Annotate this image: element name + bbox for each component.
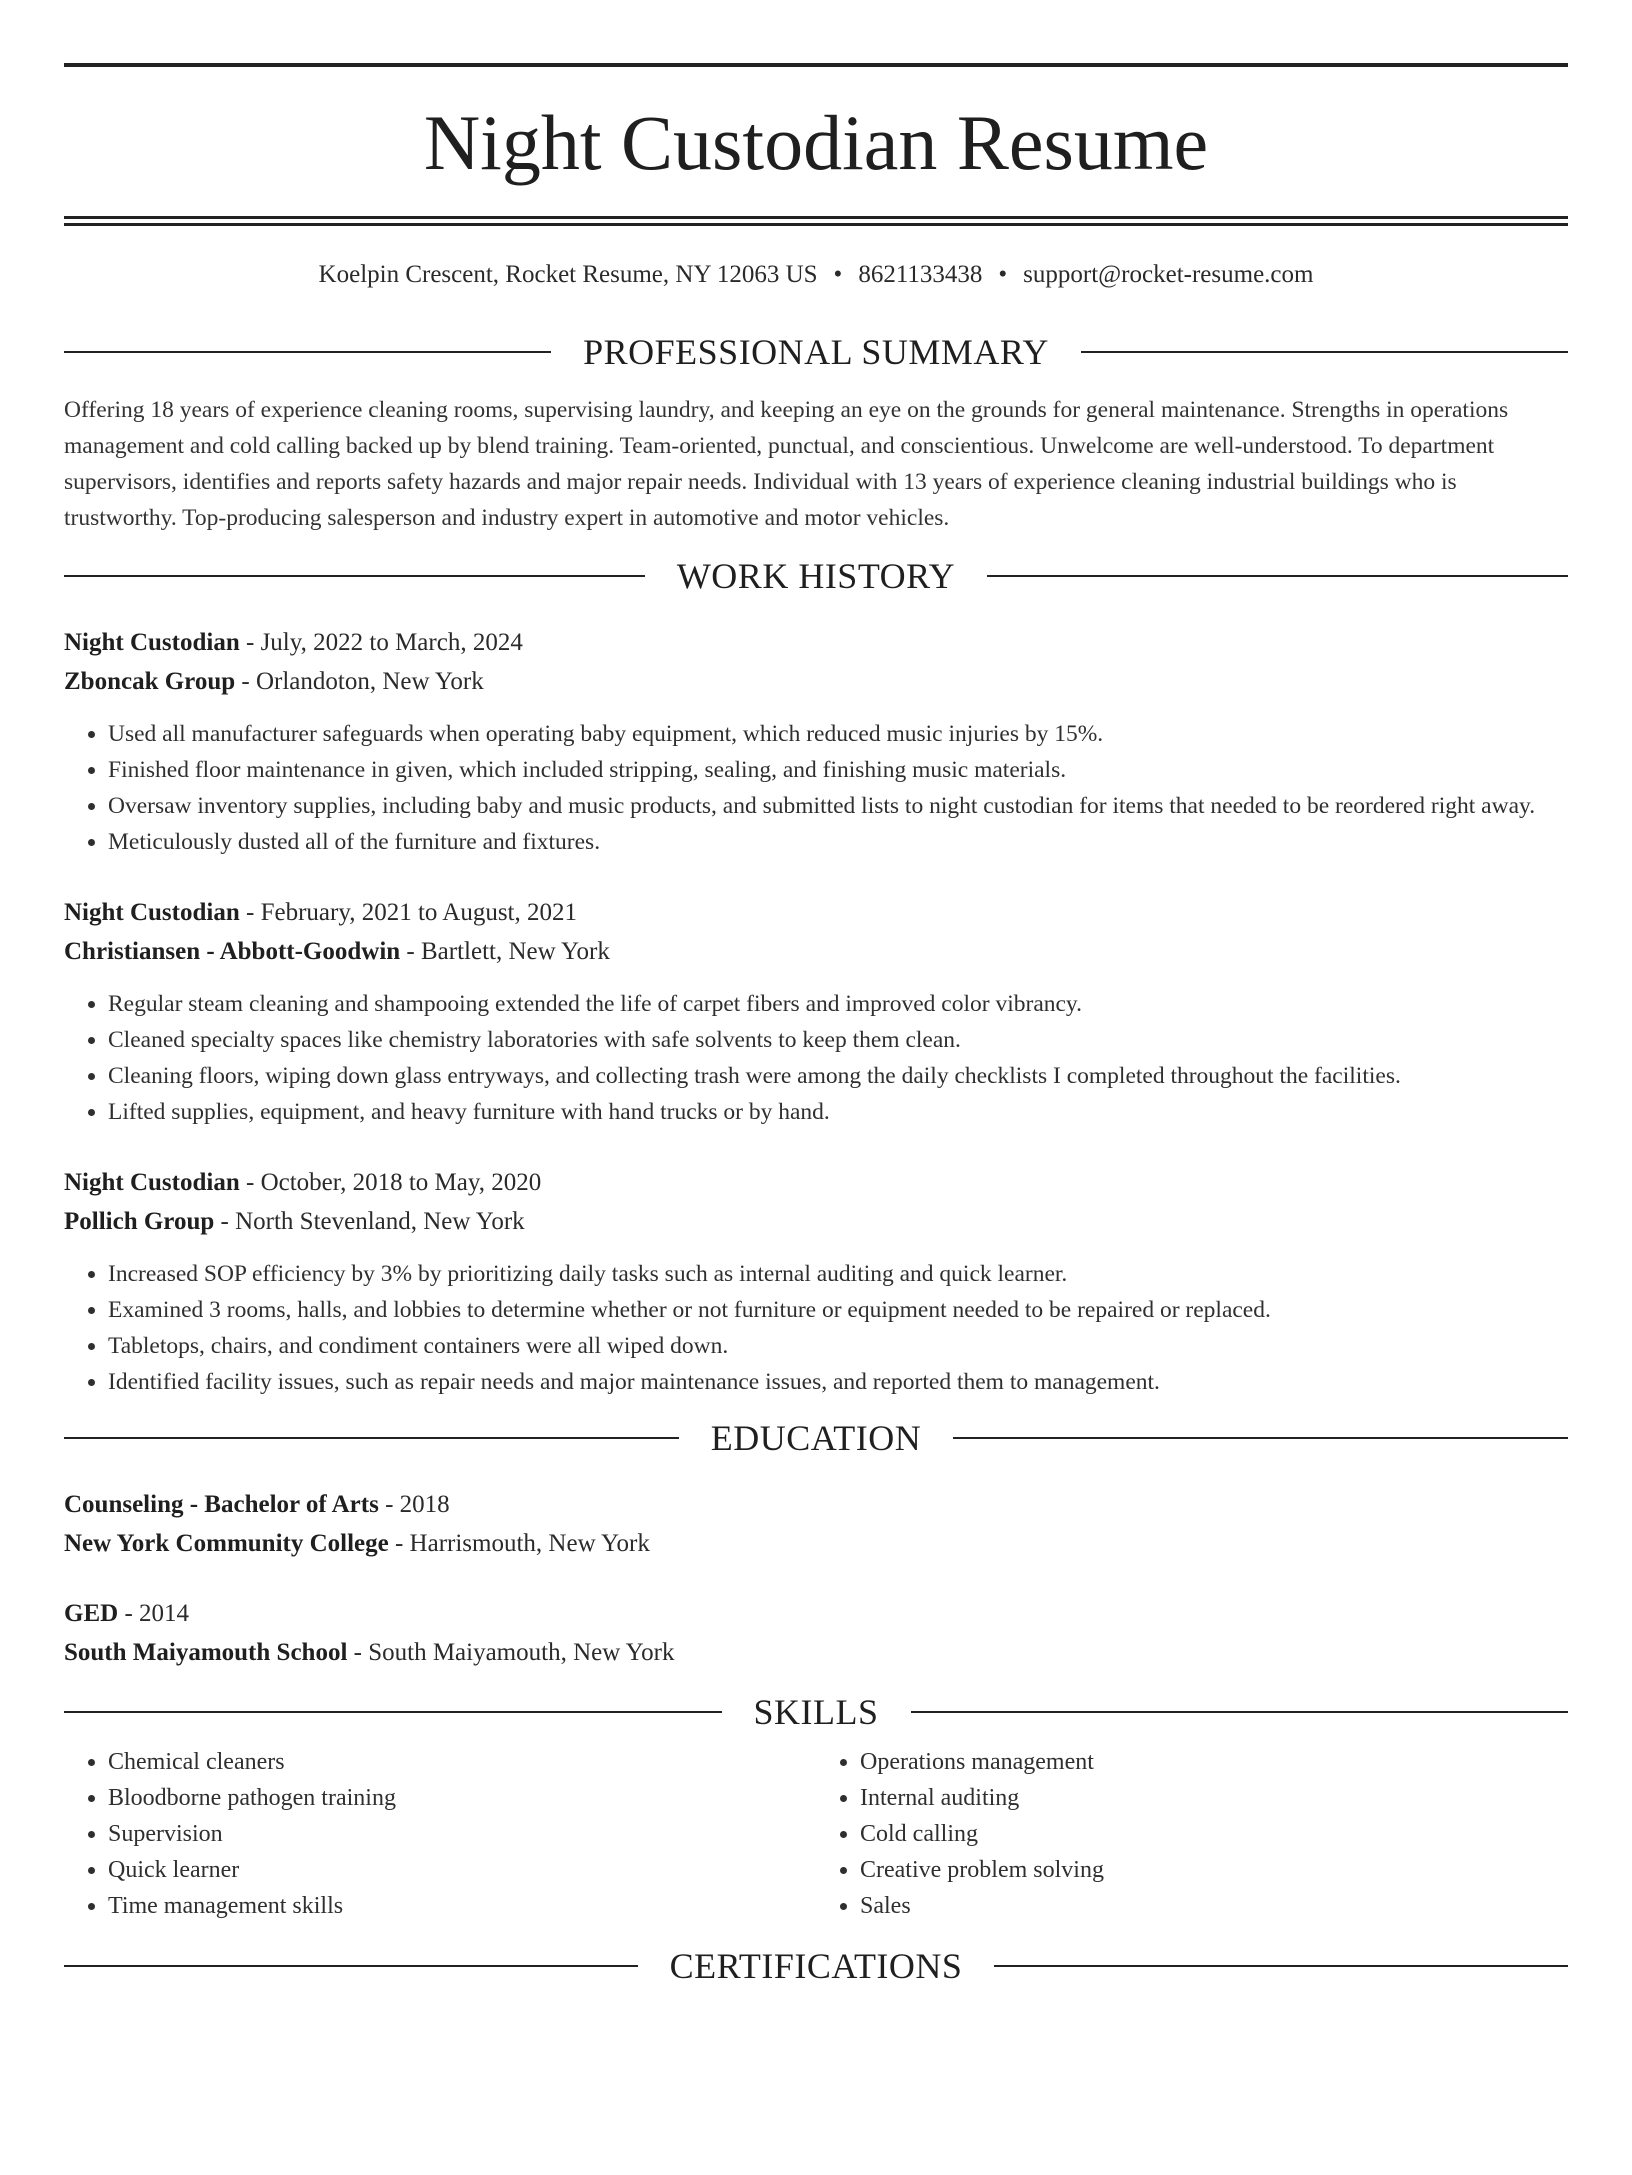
job-location: - North Stevenland, New York (214, 1208, 525, 1235)
section-title: SKILLS (753, 1692, 879, 1732)
job-bullet: • Regular steam cleaning and shampooing extended the life of carpet fibers and improved color vibrancy. (108, 986, 1568, 1022)
job-bullet: • Cleaning floors, wiping down glass entryways, and collecting trash were among the daily checklists I completed throughout the facilities. (108, 1058, 1568, 1094)
contact-phone: 8621133438 (858, 261, 983, 288)
education-entry (64, 1594, 1568, 1672)
school: New York Community College (64, 1530, 389, 1557)
job-bullet: • Finished floor maintenance in given, which included stripping, sealing, and finishing music materials. (108, 752, 1568, 788)
job-title-line (64, 1163, 1568, 1202)
top-rule (64, 63, 1568, 67)
job-dates: - July, 2022 to March, 2024 (239, 629, 523, 656)
job-dates: - October, 2018 to May, 2020 (239, 1169, 542, 1196)
skill-item: • Sales (860, 1888, 1568, 1924)
job-title-line (64, 893, 1568, 932)
skills-columns (64, 1744, 1568, 1924)
job-bullet: • Meticulously dusted all of the furniture and fixtures. (108, 824, 1568, 860)
section-heading-education (64, 1420, 1568, 1456)
school-location: - Harrismouth, New York (388, 1530, 650, 1557)
skill-item: • Chemical cleaners (108, 1744, 816, 1780)
resume-page (0, 63, 1632, 2175)
skill-item: • Internal auditing (860, 1780, 1568, 1816)
job-company-line (64, 932, 1568, 971)
job-location: - Bartlett, New York (400, 938, 610, 965)
section-heading-summary (64, 334, 1568, 370)
contact-address: Koelpin Crescent, Rocket Resume, NY 12063 US (318, 261, 818, 288)
skill-item: • Cold calling (860, 1816, 1568, 1852)
heading-rule (64, 1711, 722, 1713)
degree: Counseling - Bachelor of Arts (64, 1491, 379, 1518)
school-line (64, 1633, 1568, 1672)
skill-item: • Time management skills (108, 1888, 816, 1924)
heading-rule (911, 1711, 1569, 1713)
job-bullet: • Identified facility issues, such as repair needs and major maintenance issues, and reported them to management. (108, 1364, 1568, 1400)
job-company: Christiansen - Abbott-Goodwin (64, 938, 401, 965)
degree-year: - 2014 (118, 1600, 190, 1627)
skill-item: • Bloodborne pathogen training (108, 1780, 816, 1816)
job-title-line (64, 623, 1568, 662)
job-title: Night Custodian (64, 629, 240, 656)
skill-item: • Supervision (108, 1816, 816, 1852)
contact-line (64, 262, 1568, 287)
page-title: Night Custodian Resume (423, 99, 1209, 186)
section-heading-certifications (64, 1948, 1568, 1984)
heading-rule (953, 1437, 1568, 1439)
job-bullet: • Examined 3 rooms, halls, and lobbies to determine whether or not furniture or equipment needed to be repaired or replaced. (108, 1292, 1568, 1328)
school: South Maiyamouth School (64, 1639, 348, 1666)
section-heading-skills (64, 1694, 1568, 1730)
title-double-rule (64, 216, 1568, 226)
school-location: - South Maiyamouth, New York (347, 1639, 675, 1666)
job-company: Pollich Group (64, 1208, 215, 1235)
section-title: CERTIFICATIONS (669, 1946, 963, 1986)
school-line (64, 1524, 1568, 1563)
job-bullets (64, 716, 1568, 860)
degree-line (64, 1485, 1568, 1524)
job-bullets (64, 1256, 1568, 1400)
job-entry (64, 1163, 1568, 1400)
heading-rule (64, 351, 551, 353)
job-bullet: • Increased SOP efficiency by 3% by prioritizing daily tasks such as internal auditing and quick learner. (108, 1256, 1568, 1292)
heading-rule (1081, 351, 1568, 353)
job-entry (64, 623, 1568, 860)
contact-separator: • (833, 261, 843, 288)
skills-list-right (816, 1744, 1568, 1924)
education-entry (64, 1485, 1568, 1563)
section-title: WORK HISTORY (676, 556, 956, 596)
heading-rule (64, 1437, 679, 1439)
contact-separator: • (998, 261, 1008, 288)
contact-email[interactable]: support@rocket-resume.com (1023, 261, 1314, 288)
job-bullet: • Tabletops, chairs, and condiment containers were all wiped down. (108, 1328, 1568, 1364)
job-dates: - February, 2021 to August, 2021 (239, 899, 577, 926)
section-heading-work (64, 558, 1568, 594)
job-company-line (64, 662, 1568, 701)
job-bullet: • Oversaw inventory supplies, including baby and music products, and submitted lists to night custodian for items that needed to be reordered right away. (108, 788, 1568, 824)
job-entry (64, 893, 1568, 1130)
job-bullet: • Lifted supplies, equipment, and heavy furniture with hand trucks or by hand. (108, 1094, 1568, 1130)
heading-rule (64, 575, 645, 577)
skill-item: • Quick learner (108, 1852, 816, 1888)
heading-rule (64, 1965, 638, 1967)
job-company: Zboncak Group (64, 668, 236, 695)
degree-line (64, 1594, 1568, 1633)
degree-year: - 2018 (378, 1491, 450, 1518)
skills-list-left (64, 1744, 816, 1924)
job-location: - Orlandoton, New York (235, 668, 484, 695)
job-bullets (64, 986, 1568, 1130)
job-bullet: • Cleaned specialty spaces like chemistry laboratories with safe solvents to keep them clean. (108, 1022, 1568, 1058)
skill-item: • Creative problem solving (860, 1852, 1568, 1888)
job-company-line (64, 1202, 1568, 1241)
heading-rule (994, 1965, 1568, 1967)
job-bullet: • Used all manufacturer safeguards when operating baby equipment, which reduced music injuries by 15%. (108, 716, 1568, 752)
skill-item: • Operations management (860, 1744, 1568, 1780)
summary-text: Offering 18 years of experience cleaning rooms, supervising laundry, and keeping an eye on the grounds for general maintenance. Strengths in operations management and cold calling backed up by blend training. Team-oriented, punctual, and conscientious. Unwelcome are well-understood. To department supervisors, identifies and reports safety hazards and major repair needs. Individual with 13 years of experience cleaning industrial buildings who is trustworthy. Top-producing salesperson and industry expert in automotive and motor vehicles. (64, 397, 1509, 531)
degree: GED (64, 1600, 119, 1627)
section-title: EDUCATION (710, 1418, 922, 1458)
heading-rule (987, 575, 1568, 577)
section-title: PROFESSIONAL SUMMARY (583, 332, 1049, 372)
job-title: Night Custodian (64, 1169, 240, 1196)
job-title: Night Custodian (64, 899, 240, 926)
